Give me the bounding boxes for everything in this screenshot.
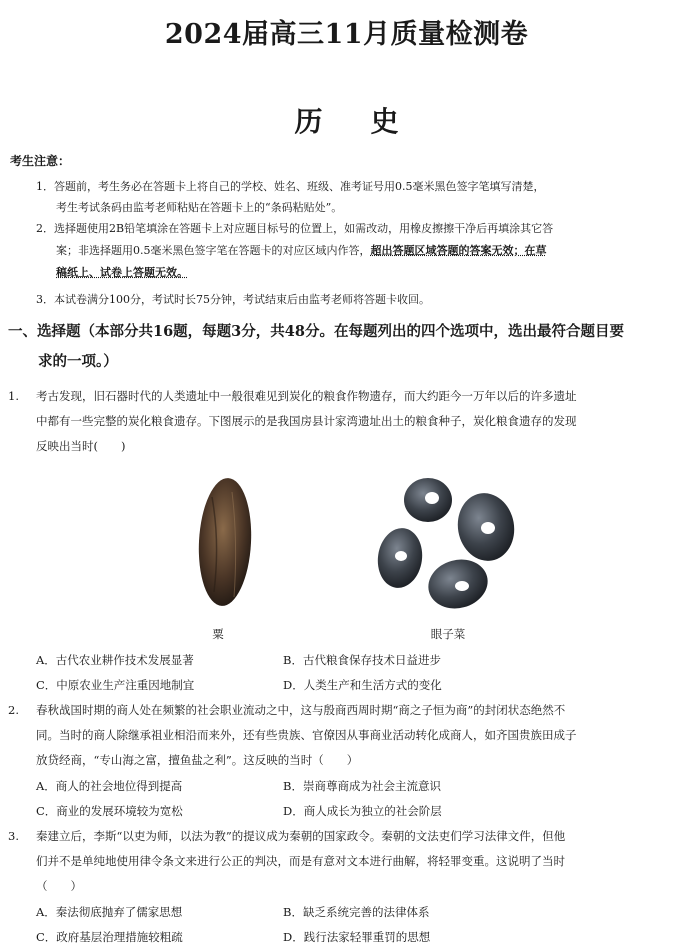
seed-figure (150, 462, 530, 622)
option-c[interactable]: C．中原农业生产注重因地制宜 (36, 678, 195, 692)
notice-line: 2．选择题使用2B铅笔填涂在答题卡上对应题目标号的位置上，如需改动，用橡皮擦擦干净后再填涂其它答 (36, 222, 554, 235)
question-text: 同。当时的商人除继承祖业相沿而来外，还有些贵族、官僚因从事商业活动转化成商人，如齐国贵族田成子 (36, 728, 577, 742)
option-d[interactable]: D．商人成长为独立的社会阶层 (283, 804, 442, 818)
question-number: 1. (8, 389, 19, 403)
notice-heading: 考生注意： (10, 154, 71, 168)
section-heading-cont: 求的一项。） (38, 353, 118, 370)
notice-line: 考生考试条码由监考老师粘贴在答题卡上的“条码粘贴处”。 (56, 201, 343, 214)
option-a[interactable]: A．商人的社会地位得到提高 (36, 779, 183, 793)
question-text: 中都有一些完整的炭化粮食遗存。下图展示的是我国房县计家湾遗址出土的粮食种子，炭化粮食遗存的发现 (36, 414, 577, 428)
question-text: 春秋战国时期的商人处在频繁的社会职业流动之中，这与殷商西周时期“商之子恒为商”的封闭状态绝然不 (36, 703, 566, 717)
option-c[interactable]: C．政府基层治理措施较粗疏 (36, 930, 183, 944)
question-text: （ ） (36, 879, 82, 893)
question-text: 们并不是单纯地使用律令条文来进行公正的判决，而是有意对文本进行曲解，将轻罪变重。这说明了当时 (36, 854, 565, 868)
pondweed-seed (404, 478, 452, 522)
option-b[interactable]: B．缺乏系统完善的法律体系 (283, 905, 430, 919)
exam-title: 2024届高三11月质量检测卷 (164, 19, 529, 50)
option-c[interactable]: C．商业的发展环境较为宽松 (36, 804, 183, 818)
pondweed-seed (374, 525, 426, 591)
subject-char: 历 (294, 105, 323, 138)
notice-emphasis: 超出答题区域答题的答案无效；在草 (370, 244, 547, 257)
notice-line: 1．答题前，考生务必在答题卡上将自己的学校、姓名、班级、准考证号用0.5毫米黑色签字笔填写清楚， (36, 180, 545, 193)
figure-caption-pondweed: 眼子菜 (430, 627, 466, 641)
subject-char: 史 (370, 105, 399, 138)
option-d[interactable]: D．人类生产和生活方式的变化 (283, 678, 442, 692)
pondweed-seed (453, 489, 520, 566)
option-b[interactable]: B．崇商尊商成为社会主流意识 (283, 779, 441, 793)
pondweed-seed (423, 553, 493, 615)
question-text: 考古发现，旧石器时代的人类遗址中一般很难见到炭化的粮食作物遗存，而大约距今一万年以后的许多遗址 (36, 389, 577, 403)
notice-text: 案；非选择题用0.5毫米黑色签字笔在答题卡的对应区域内作答， (56, 244, 371, 257)
notice-line: 3．本试卷满分100分，考试时长75分钟，考试结束后由监考老师将答题卡收回。 (36, 293, 430, 306)
subject-title (0, 100, 693, 140)
question-text: 反映出当时( ) (36, 439, 126, 453)
section-heading: 一、选择题（本部分共16题，每题3分，共48分。在每题列出的四个选项中，选出最符合题目要 (8, 323, 624, 340)
option-b[interactable]: B．古代粮食保存技术日益进步 (283, 653, 441, 667)
notice-line (56, 244, 547, 258)
option-d[interactable]: D．践行法家轻罪重罚的思想 (283, 930, 431, 944)
option-a[interactable]: A．秦法彻底抛弃了儒家思想 (36, 905, 183, 919)
notice-emphasis: 稿纸上、试卷上答题无效。 (56, 266, 188, 279)
question-number: 2. (8, 703, 19, 717)
option-a[interactable]: A．古代农业耕作技术发展显著 (36, 653, 194, 667)
millet-seed (196, 477, 255, 608)
figure-caption-millet: 粟 (212, 627, 224, 641)
question-number: 3. (8, 829, 19, 843)
question-text: 放贷经商，“专山海之富，擅鱼盐之利”。这反映的当时（ ） (36, 753, 359, 767)
question-text: 秦建立后，李斯“以吏为师，以法为教”的提议成为秦朝的国家政令。秦朝的文法吏们学习法律文件，但他 (36, 829, 566, 843)
pondweed-seeds (374, 478, 519, 615)
